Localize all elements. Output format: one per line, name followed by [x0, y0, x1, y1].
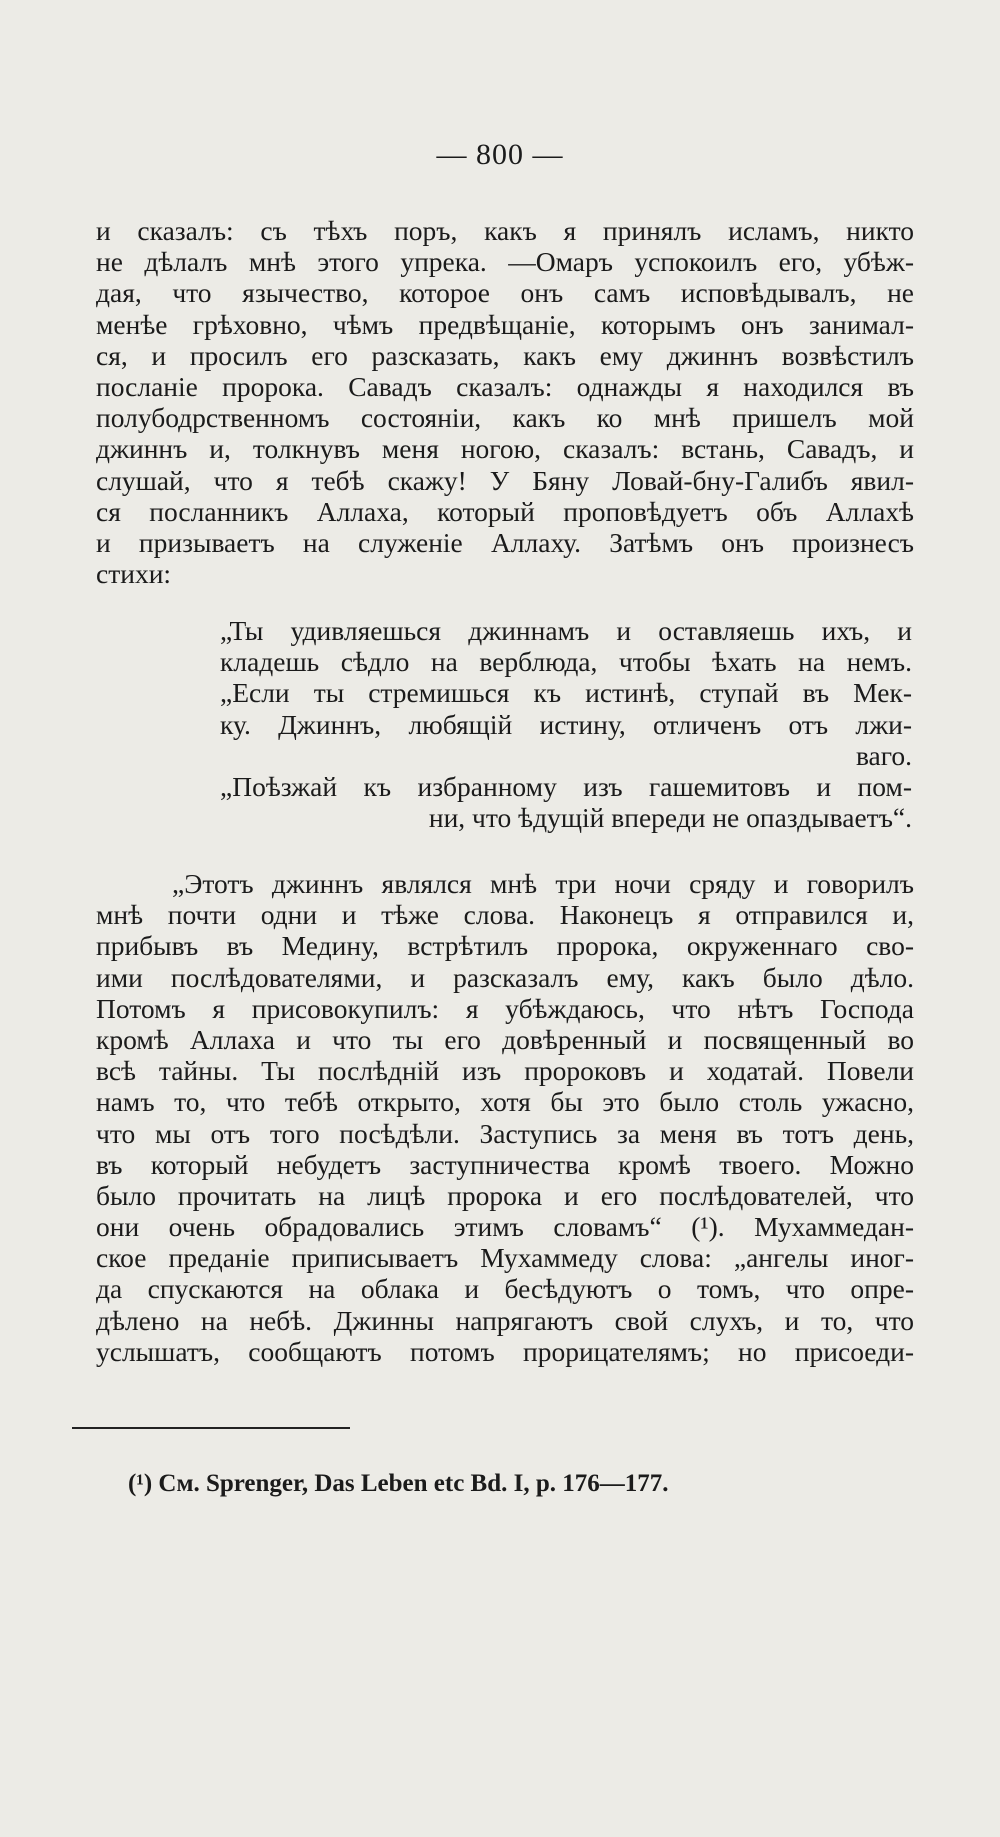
text-line: было прочитать на лицѣ пророка и его послѣдователей, что — [96, 1179, 914, 1211]
text-line: посланіе пророка. Савадъ сказалъ: однажды я находился въ — [96, 370, 914, 402]
verse-line: кладешь сѣдло на верблюда, чтобы ѣхать на немъ. — [220, 646, 912, 678]
verse-line: „Поѣзжай къ избранному изъ гашемитовъ и пом- — [220, 770, 912, 802]
text-line: ся посланникъ Аллаха, который проповѣдуетъ объ Аллахѣ — [96, 495, 914, 527]
paragraph-1 — [96, 215, 914, 589]
verse-line: „Ты удивляешься джиннамъ и оставляешь ихъ, и — [220, 615, 912, 646]
text-line: слушай, что я тебѣ скажу! У Бяну Ловай-бну-Галибъ явил- — [96, 464, 914, 496]
verse-line: ваго. — [855, 739, 912, 771]
verse-line: ни, что ѣдущій впереди не опаздываетъ“. — [428, 802, 912, 834]
text-line: и призываетъ на служеніе Аллаху. Затѣмъ онъ произнесъ — [96, 526, 914, 558]
text-line: ское преданіе приписываетъ Мухаммеду слова: „ангелы иног- — [96, 1242, 914, 1274]
verse-line: „Если ты стремишься къ истинѣ, ступай въ Мек- — [220, 677, 912, 709]
text-line: не дѣлалъ мнѣ этого упрека. —Омаръ успокоилъ его, убѣж- — [96, 246, 914, 278]
text-line: да спускаются на облака и бесѣдуютъ о томъ, что опре- — [96, 1273, 914, 1305]
text-line: и сказалъ: съ тѣхъ поръ, какъ я принялъ исламъ, никто — [96, 215, 914, 246]
text-line: джиннъ и, толкнувъ меня ногою, сказалъ: встань, Савадъ, и — [96, 433, 914, 465]
text-line: ими послѣдователями, и разсказалъ ему, какъ было дѣло. — [96, 961, 914, 993]
text-line: Потомъ я присовокупилъ: я убѣждаюсь, что нѣтъ Господа — [96, 992, 914, 1024]
verse-block — [220, 615, 912, 833]
text-line: кромѣ Аллаха и что ты его довѣренный и посвященный во — [96, 1023, 914, 1055]
text-line: ся, и просилъ его разсказать, какъ ему джиннъ возвѣстилъ — [96, 339, 914, 371]
text-line: дѣлено на небѣ. Джинны напрягаютъ свой слухъ, и то, что — [96, 1304, 914, 1336]
text-line: стихи: — [96, 558, 172, 590]
footnote-divider — [72, 1427, 350, 1429]
text-line: мнѣ почти одни и тѣже слова. Наконецъ я отправился и, — [96, 899, 914, 931]
text-line: услышатъ, сообщаютъ потомъ прорицателямъ; но присоеди- — [96, 1335, 914, 1367]
text-line: дая, что язычество, которое онъ самъ исповѣдывалъ, не — [96, 277, 914, 309]
page-number: — 800 — — [436, 138, 564, 171]
text-line: прибывъ въ Медину, встрѣтилъ пророка, окруженнаго сво- — [96, 930, 914, 962]
verse-line: ку. Джиннъ, любящій истину, отличенъ отъ лжи- — [220, 708, 912, 740]
text-line: они очень обрадовались этимъ словамъ“ (¹). Мухаммедан- — [96, 1211, 914, 1243]
text-line: всѣ тайны. Ты послѣдній изъ пророковъ и ходатай. Повели — [96, 1055, 914, 1087]
text-line: „Этотъ джиннъ являлся мнѣ три ночи сряду и говорилъ — [172, 868, 914, 899]
text-line: намъ то, что тебѣ открыто, хотя бы это было столь ужасно, — [96, 1086, 914, 1118]
paragraph-2 — [96, 868, 914, 1367]
text-line: менѣе грѣховно, чѣмъ предвѣщаніе, которымъ онъ занимал- — [96, 308, 914, 340]
text-line: что мы отъ того посѣдѣли. Заступись за меня въ тотъ день, — [96, 1117, 914, 1149]
footnote: (¹) См. Sprenger, Das Leben etc Bd. I, p. 176—177. — [128, 1470, 669, 1497]
text-line: въ который небудетъ заступничества кромѣ твоего. Можно — [96, 1148, 914, 1180]
text-line: полубодрственномъ состояніи, какъ ко мнѣ пришелъ мой — [96, 402, 914, 434]
